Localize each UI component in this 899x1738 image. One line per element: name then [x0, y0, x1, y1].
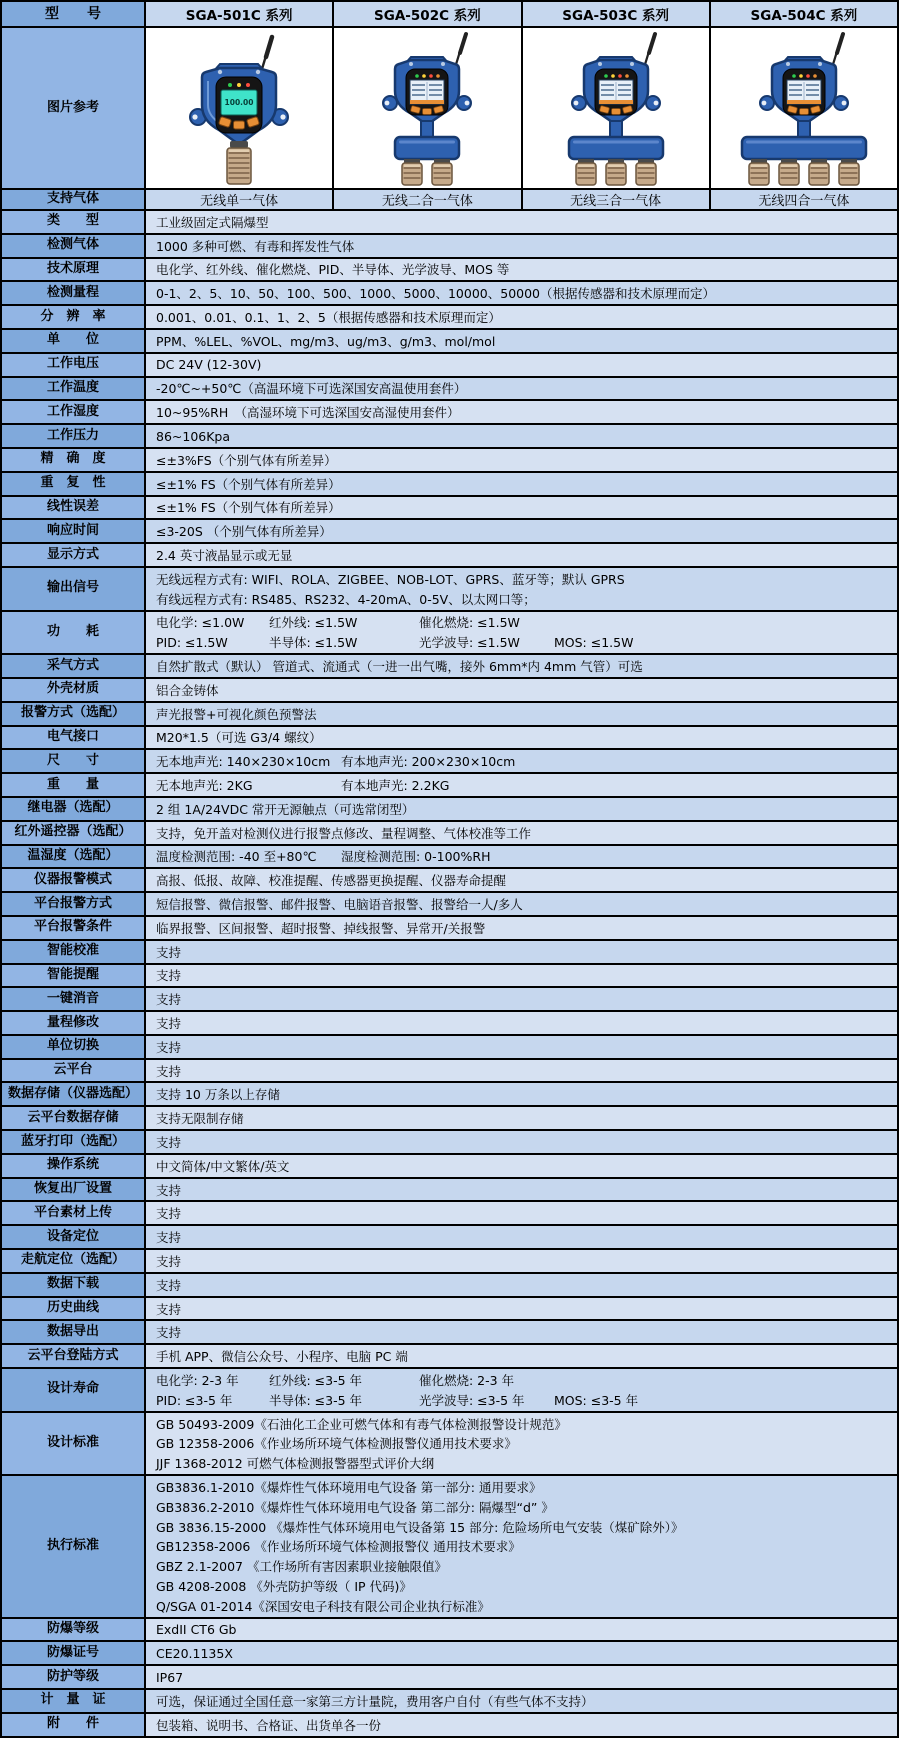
spec-row [2, 1345, 897, 1369]
spec-row-value: 可选，保证通过全国任意一家第三方计量院，费用客户自付（有些气体不支持） [146, 1690, 897, 1712]
spec-row-label: 检测量程 [2, 282, 146, 304]
spec-row-value: ≤±1% FS（个别气体有所差异） [146, 497, 897, 519]
spec-row [2, 1413, 897, 1476]
spec-row-label: 智能校准 [2, 941, 146, 963]
spec-row-label: 一键消音 [2, 988, 146, 1010]
spec-row-value: 无本地声光: 2KG 有本地声光: 2.2KG [146, 774, 897, 796]
spec-row [2, 401, 897, 425]
spec-row-label: 检测气体 [2, 235, 146, 257]
spec-row-label: 技术原理 [2, 259, 146, 281]
spec-row [2, 846, 897, 870]
spec-row [2, 568, 897, 612]
spec-row-value: 工业级固定式隔爆型 [146, 211, 897, 233]
spec-row-label: 温湿度（选配） [2, 846, 146, 868]
spec-row [2, 1107, 897, 1131]
spec-row-value: CE20.1135X [146, 1642, 897, 1664]
spec-row-value: 支持 [146, 1179, 897, 1201]
spec-row-label: 走航定位（选配） [2, 1250, 146, 1272]
spec-row-value: 中文简体/中文繁体/英文 [146, 1155, 897, 1177]
spec-row [2, 425, 897, 449]
spec-row-label: 工作温度 [2, 378, 146, 400]
spec-row-label: 单 位 [2, 330, 146, 352]
spec-row-value: 支持 10 万条以上存储 [146, 1083, 897, 1105]
spec-row [2, 1321, 897, 1345]
spec-row [2, 520, 897, 544]
spec-row-value: 支持 [146, 1321, 897, 1343]
spec-row-value: GB 50493-2009《石油化工企业可燃气体和有毒气体检测报警设计规范》 GB 12358-2006《作业场所环境气体检测报警仪通用技术要求》 JJF 1368-2012 可燃气体检测报警器型式评价大纲 [146, 1413, 897, 1474]
spec-row-value: DC 24V (12-30V) [146, 354, 897, 376]
spec-row-label: 工作电压 [2, 354, 146, 376]
spec-row [2, 1250, 897, 1274]
spec-row-value: 无本地声光: 140×230×10cm 有本地声光: 200×230×10cm [146, 750, 897, 772]
spec-row [2, 259, 897, 283]
spec-row-label: 电气接口 [2, 727, 146, 749]
spec-row-value: GB3836.1-2010《爆炸性气体环境用电气设备 第一部分: 通用要求》 GB3836.2-2010《爆炸性气体环境用电气设备 第二部分: 隔爆型“d” 》 GB 3836.15-2000 《爆炸性气体环境用电气设备第 15 部分: 危险场所电气安装（煤矿除外）》 GB12358-2006 《作业场所环境气体检测报警仪 通用技术要求》 GBZ 2.1-2007 《工作场所有害因素职业接触限值》 GB 4208-2008 《外壳防护等级（ IP 代码)》 Q/SGA 01-2014《深国安电子科技有限公司企业执行标准》 [146, 1476, 897, 1617]
spec-row [2, 1202, 897, 1226]
spec-row-value: 支持无限制存储 [146, 1107, 897, 1129]
spec-row-label: 继电器（选配） [2, 798, 146, 820]
spec-row-label: 恢复出厂设置 [2, 1179, 146, 1201]
spec-row-value: 自然扩散式（默认） 管道式、流通式（一进一出气嘴，接外 6mm*内 4mm 气管）可选 [146, 655, 897, 677]
spec-row-label: 云平台 [2, 1060, 146, 1082]
spec-row-value: 支持 [146, 1060, 897, 1082]
spec-row [2, 235, 897, 259]
spec-row-label: 防爆等级 [2, 1619, 146, 1641]
spec-row-label: 红外遥控器（选配） [2, 822, 146, 844]
gas-cell-3in1: 无线三合一气体 [521, 190, 709, 209]
spec-row-label: 蓝牙打印（选配） [2, 1131, 146, 1153]
spec-row [2, 306, 897, 330]
spec-row-value: 支持 [146, 1250, 897, 1272]
spec-row-label: 数据导出 [2, 1321, 146, 1343]
spec-row [2, 869, 897, 893]
spec-row-value: M20*1.5（可选 G3/4 螺纹） [146, 727, 897, 749]
device-image-sga-502c [332, 28, 520, 188]
spec-row-value: 10~95%RH （高湿环境下可选深国安高湿使用套件） [146, 401, 897, 423]
spec-row [2, 1179, 897, 1203]
spec-row-label: 显示方式 [2, 544, 146, 566]
spec-row [2, 703, 897, 727]
header-row [2, 2, 897, 28]
gas-row [2, 190, 897, 211]
spec-row-value: 手机 APP、微信公众号、小程序、电脑 PC 端 [146, 1345, 897, 1367]
spec-row [2, 1036, 897, 1060]
spec-row-label: 输出信号 [2, 568, 146, 610]
spec-row-label: 数据下载 [2, 1274, 146, 1296]
spec-row-label: 尺 寸 [2, 750, 146, 772]
spec-row [2, 1690, 897, 1714]
spec-row-value: 高报、低报、故障、校准提醒、传感器更换提醒、仪器寿命提醒 [146, 869, 897, 891]
spec-row [2, 1369, 897, 1413]
spec-row [2, 211, 897, 235]
spec-row-value: 支持 [146, 1012, 897, 1034]
spec-row [2, 679, 897, 703]
spec-row [2, 330, 897, 354]
spec-row-label: 分 辨 率 [2, 306, 146, 328]
gas-cell-2in1: 无线二合一气体 [332, 190, 520, 209]
spec-row-value: 支持 [146, 1202, 897, 1224]
image-row-label: 图片参考 [2, 28, 146, 188]
spec-row-label: 平台报警方式 [2, 893, 146, 915]
svg-text:100.00: 100.00 [224, 98, 254, 107]
spec-row-label: 工作压力 [2, 425, 146, 447]
spec-row-value: ≤3-20S （个别气体有所差异） [146, 520, 897, 542]
spec-row [2, 655, 897, 679]
device-image-sga-504c [709, 28, 897, 188]
spec-row-value: 铝合金铸体 [146, 679, 897, 701]
spec-row [2, 1012, 897, 1036]
spec-row [2, 893, 897, 917]
spec-row-label: 云平台数据存储 [2, 1107, 146, 1129]
spec-row-value: 2.4 英寸液晶显示或无显 [146, 544, 897, 566]
spec-row-value: -20℃~+50℃（高温环境下可选深国安高温使用套件） [146, 378, 897, 400]
spec-row-value: 1000 多种可燃、有毒和挥发性气体 [146, 235, 897, 257]
spec-row [2, 1619, 897, 1643]
spec-row-label: 附 件 [2, 1714, 146, 1736]
spec-row-value: 支持 [146, 1226, 897, 1248]
spec-row-label: 操作系统 [2, 1155, 146, 1177]
spec-row [2, 774, 897, 798]
gas-cell-single: 无线单一气体 [146, 190, 332, 209]
spec-row [2, 1476, 897, 1619]
spec-row [2, 917, 897, 941]
spec-row-value: PPM、%LEL、%VOL、mg/m3、ug/m3、g/m3、mol/mol [146, 330, 897, 352]
spec-row-label: 设计寿命 [2, 1369, 146, 1411]
image-row [2, 28, 897, 190]
spec-row-label: 单位切换 [2, 1036, 146, 1058]
spec-row-label: 重 复 性 [2, 473, 146, 495]
spec-row-label: 执行标准 [2, 1476, 146, 1617]
spec-row-value: ≤±1% FS（个别气体有所差异） [146, 473, 897, 495]
spec-row-value: 声光报警+可视化颜色预警法 [146, 703, 897, 725]
spec-row [2, 1274, 897, 1298]
gas-cell-4in1: 无线四合一气体 [709, 190, 897, 209]
spec-row-label: 工作湿度 [2, 401, 146, 423]
spec-row-value: 支持 [146, 1274, 897, 1296]
spec-row-label: 防爆证号 [2, 1642, 146, 1664]
spec-row-label: 功 耗 [2, 612, 146, 654]
model-header-sga-504c: SGA-504C 系列 [709, 2, 897, 26]
spec-row [2, 1083, 897, 1107]
spec-row [2, 1298, 897, 1322]
model-header-sga-501c: SGA-501C 系列 [146, 2, 332, 26]
spec-row-value: 电化学: ≤1.0W 红外线: ≤1.5W 催化燃烧: ≤1.5W PID: ≤1.5W 半导体: ≤1.5W 光学波导: ≤1.5W MOS: ≤1.5W [146, 612, 897, 654]
spec-row-value: 温度检测范围: -40 至+80℃ 湿度检测范围: 0-100%RH [146, 846, 897, 868]
spec-row [2, 1226, 897, 1250]
spec-row-value: 包装箱、说明书、合格证、出货单各一份 [146, 1714, 897, 1736]
spec-row-label: 报警方式（选配） [2, 703, 146, 725]
spec-row-label: 智能提醒 [2, 965, 146, 987]
spec-row-label: 历史曲线 [2, 1298, 146, 1320]
spec-row-label: 设备定位 [2, 1226, 146, 1248]
spec-row-value: 支持，免开盖对检测仪进行报警点修改、量程调整、气体校准等工作 [146, 822, 897, 844]
spec-row-value: IP67 [146, 1666, 897, 1688]
spec-row-label: 计 量 证 [2, 1690, 146, 1712]
spec-row [2, 988, 897, 1012]
spec-row [2, 1714, 897, 1736]
spec-row [2, 750, 897, 774]
spec-row [2, 941, 897, 965]
spec-row [2, 1131, 897, 1155]
spec-row [2, 544, 897, 568]
spec-row-label: 云平台登陆方式 [2, 1345, 146, 1367]
spec-row-label: 量程修改 [2, 1012, 146, 1034]
spec-row [2, 473, 897, 497]
spec-row-value: 短信报警、微信报警、邮件报警、电脑语音报警、报警给一人/多人 [146, 893, 897, 915]
spec-row-value: 支持 [146, 1298, 897, 1320]
spec-row-label: 数据存储（仪器选配） [2, 1083, 146, 1105]
spec-row [2, 965, 897, 989]
spec-row [2, 727, 897, 751]
spec-row-label: 线性误差 [2, 497, 146, 519]
spec-row-label: 设计标准 [2, 1413, 146, 1474]
gas-row-label: 支持气体 [2, 190, 146, 209]
spec-row-value: 无线远程方式有: WIFI、ROLA、ZIGBEE、NOB-LOT、GPRS、蓝牙等；默认 GPRS 有线远程方式有: RS485、RS232、4-20mA、0-5V、以太网口等； [146, 568, 897, 610]
model-header-sga-502c: SGA-502C 系列 [332, 2, 520, 26]
spec-row-label: 平台素材上传 [2, 1202, 146, 1224]
spec-row [2, 1060, 897, 1084]
spec-row-value: 2 组 1A/24VDC 常开无源触点（可选常闭型） [146, 798, 897, 820]
spec-row [2, 612, 897, 656]
spec-row-label: 精 确 度 [2, 449, 146, 471]
spec-row-label: 仪器报警模式 [2, 869, 146, 891]
spec-row [2, 378, 897, 402]
spec-row-label: 外壳材质 [2, 679, 146, 701]
spec-row-label: 类 型 [2, 211, 146, 233]
spec-row-value: 支持 [146, 1131, 897, 1153]
spec-row [2, 1642, 897, 1666]
spec-row [2, 354, 897, 378]
spec-row-value: 电化学、红外线、催化燃烧、PID、半导体、光学波导、MOS 等 [146, 259, 897, 281]
spec-row [2, 497, 897, 521]
spec-row-value: ExdII CT6 Gb [146, 1619, 897, 1641]
spec-row-value: 86~106Kpa [146, 425, 897, 447]
spec-row-label: 重 量 [2, 774, 146, 796]
spec-row-value: 支持 [146, 1036, 897, 1058]
spec-row [2, 1155, 897, 1179]
spec-row-value: 0-1、2、5、10、50、100、500、1000、5000、10000、50000（根据传感器和技术原理而定） [146, 282, 897, 304]
spec-row-value: 电化学: 2-3 年 红外线: ≤3-5 年 催化燃烧: 2-3 年 PID: ≤3-5 年 半导体: ≤3-5 年 光学波导: ≤3-5 年 MOS: ≤3-5 年 [146, 1369, 897, 1411]
spec-row [2, 1666, 897, 1690]
spec-row-value: 支持 [146, 965, 897, 987]
spec-row-value: 支持 [146, 941, 897, 963]
spec-row-value: 0.001、0.01、0.1、1、2、5（根据传感器和技术原理而定） [146, 306, 897, 328]
spec-row-label: 防护等级 [2, 1666, 146, 1688]
spec-row [2, 449, 897, 473]
spec-row-value: 临界报警、区间报警、超时报警、掉线报警、异常开/关报警 [146, 917, 897, 939]
spec-rows [2, 211, 897, 1736]
spec-row [2, 282, 897, 306]
spec-row-label: 响应时间 [2, 520, 146, 542]
spec-row-label: 平台报警条件 [2, 917, 146, 939]
model-row-label: 型 号 [2, 2, 146, 26]
device-image-sga-503c [521, 28, 709, 188]
spec-row [2, 798, 897, 822]
model-header-sga-503c: SGA-503C 系列 [521, 2, 709, 26]
device-image-sga-501c [146, 28, 332, 188]
spec-row-value: ≤±3%FS（个别气体有所差异） [146, 449, 897, 471]
spec-row [2, 822, 897, 846]
spec-row-label: 采气方式 [2, 655, 146, 677]
spec-row-value: 支持 [146, 988, 897, 1010]
